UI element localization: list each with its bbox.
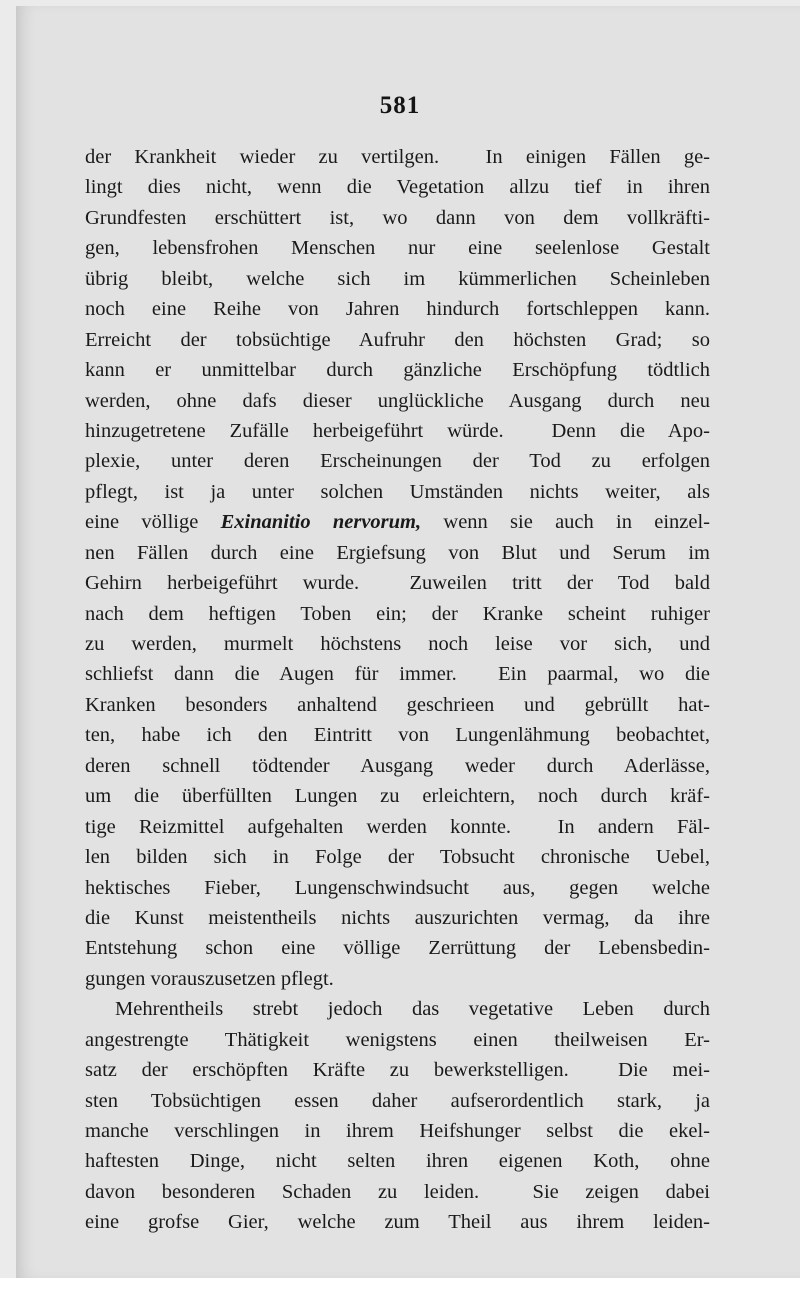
latin-term: Exinanitio nervorum, bbox=[220, 511, 422, 534]
text-line: davon besonderen Schaden zu leiden. Sie zeigen dabei bbox=[85, 1180, 710, 1203]
text-line: der Krankheit wieder zu vertilgen. In einigen Fällen ge- bbox=[85, 146, 710, 168]
page-number: 581 bbox=[379, 92, 421, 119]
text-line: hektisches Fieber, Lungenschwindsucht aus, gegen welche bbox=[85, 876, 710, 899]
text-line: Mehrentheils strebt jedoch das vegetative Leben durch bbox=[115, 998, 710, 1021]
text-line: gen, lebensfrohen Menschen nur eine seelenlose Gestalt bbox=[85, 237, 710, 260]
text-line: manche verschlingen in ihrem Heifshunger selbst die ekel- bbox=[85, 1120, 710, 1142]
text-line: noch eine Reihe von Jahren hindurch fortschleppen kann. bbox=[85, 298, 710, 321]
text-line: Gehirn herbeigeführt wurde. Zuweilen tritt der Tod bald bbox=[85, 572, 710, 595]
text-line: Erreicht der tobsüchtige Aufruhr den höchsten Grad; so bbox=[85, 328, 710, 351]
text-line: um die überfüllten Lungen zu erleichtern, noch durch kräf- bbox=[85, 785, 710, 808]
body-text bbox=[85, 142, 710, 1238]
text-line: deren schnell tödtender Ausgang weder durch Aderlässe, bbox=[85, 754, 710, 777]
text-line: Entstehung schon eine völlige Zerrüttung der Lebensbedin- bbox=[85, 937, 710, 960]
text-segment: wenn sie auch in einzel- bbox=[421, 511, 710, 534]
text-line: die Kunst meistentheils nichts auszurichten vermag, da ihre bbox=[85, 906, 710, 929]
text-line: haftesten Dinge, nicht selten ihren eigenen Koth, ohne bbox=[85, 1150, 710, 1173]
text-line: nen Fällen durch eine Ergiefsung von Blut und Serum im bbox=[85, 541, 710, 564]
text-line: ten, habe ich den Eintritt von Lungenlähmung beobachtet, bbox=[85, 724, 710, 747]
text-line: angestrengte Thätigkeit wenigstens einen theilweisen Er- bbox=[85, 1028, 710, 1051]
text-line: eine grofse Gier, welche zum Theil aus ihrem leiden- bbox=[85, 1211, 710, 1234]
text-line: tige Reizmittel aufgehalten werden konnte. In andern Fäl- bbox=[85, 815, 710, 838]
text-line: plexie, unter deren Erscheinungen der Tod zu erfolgen bbox=[85, 450, 710, 473]
text-line: zu werden, murmelt höchstens noch leise vor sich, und bbox=[85, 633, 710, 655]
text-segment: eine völlige bbox=[85, 511, 221, 534]
text-line bbox=[85, 507, 710, 537]
text-line: sten Tobsüchtigen essen daher aufserordentlich stark, ja bbox=[85, 1089, 710, 1112]
scan-bottom-edge bbox=[0, 1278, 800, 1289]
text-line: schliefst dann die Augen für immer. Ein paarmal, wo die bbox=[85, 663, 710, 686]
text-line: hinzugetretene Zufälle herbeigeführt würde. Denn die Apo- bbox=[85, 419, 710, 442]
text-line: Kranken besonders anhaltend geschrieen und gebrüllt hat- bbox=[85, 693, 710, 716]
text-line: Grundfesten erschüttert ist, wo dann von dem vollkräfti- bbox=[85, 206, 710, 229]
text-line: gungen vorauszusetzen pflegt. bbox=[85, 967, 334, 990]
text-line: satz der erschöpften Kräfte zu bewerkstelligen. Die mei- bbox=[85, 1059, 710, 1082]
text-line: len bilden sich in Folge der Tobsucht chronische Uebel, bbox=[85, 846, 710, 869]
text-line: werden, ohne dafs dieser unglückliche Ausgang durch neu bbox=[85, 389, 710, 412]
text-line: pflegt, ist ja unter solchen Umständen nichts weiter, als bbox=[85, 480, 710, 503]
text-line: lingt dies nicht, wenn die Vegetation allzu tief in ihren bbox=[85, 176, 710, 199]
text-line: nach dem heftigen Toben ein; der Kranke scheint ruhiger bbox=[85, 602, 710, 625]
text-line: übrig bleibt, welche sich im kümmerlichen Scheinleben bbox=[85, 267, 710, 290]
text-line: kann er unmittelbar durch gänzliche Erschöpfung tödtlich bbox=[85, 359, 710, 382]
